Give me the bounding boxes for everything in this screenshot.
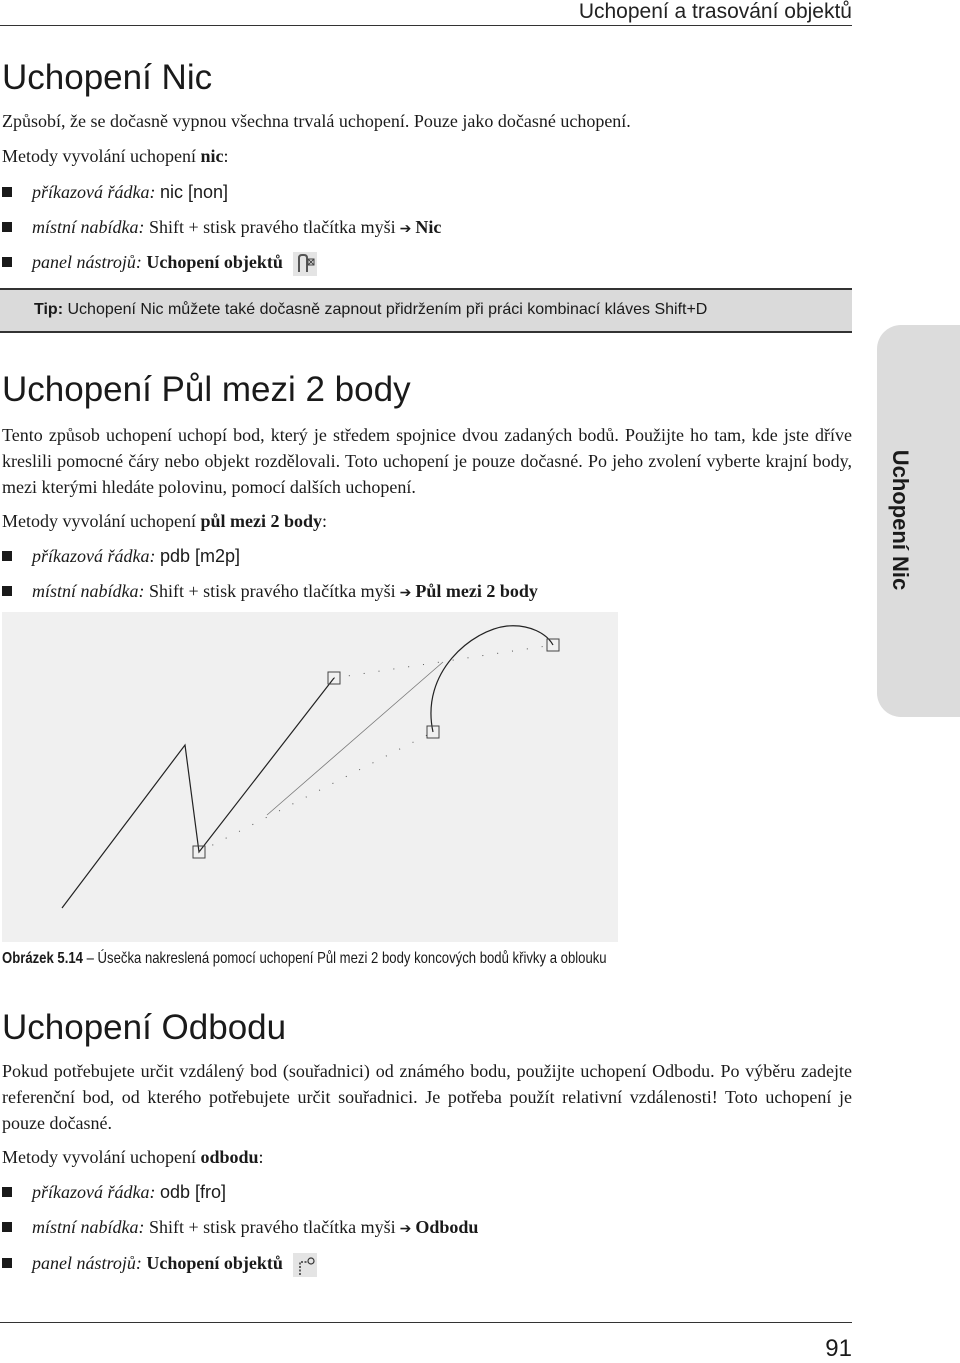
methods-keyword: půl mezi 2 body [200, 511, 322, 531]
bullet-square-icon [2, 1187, 12, 1197]
snap-from-icon [293, 1253, 317, 1277]
section-title-midpoint: Uchopení Půl mezi 2 body [2, 370, 411, 409]
tip-label: Tip: [34, 301, 64, 318]
section3-paragraph: Pokud potřebujete určit vzdálený bod (souřadnici) od známého bodu, použijte uchopení Odbodu. Po výběru zadejte referenční bod, od kterého potřebujete určit souřadnici. Je potřeba použít relativní vzdálenosti! Toto uchopení je pouze dočasné. [2, 1061, 852, 1133]
bullet-label: místní nabídka: [32, 217, 145, 237]
section3-methods [2, 1144, 852, 1170]
caption-number: Obrázek 5.14 [2, 950, 83, 967]
caption-text: Úsečka nakreslená pomocí uchopení Půl mezi 2 body koncových bodů křivky a oblouku [97, 950, 607, 967]
bullet-context-menu [2, 215, 441, 242]
bullet-command: pdb [m2p] [159, 546, 241, 566]
tip-body: Uchopení Nic můžete také dočasně zapnout přidržením při práci kombinací kláves Shift+D [67, 301, 708, 318]
bullet-square-icon [2, 551, 12, 561]
bullet-square-icon [2, 586, 12, 596]
arrow-right-icon: ➔ [399, 586, 412, 601]
methods-keyword: nic [200, 146, 224, 166]
tip-text [34, 299, 707, 321]
figure-midpoint-drawing [2, 612, 618, 942]
bullet-command: odb [fro] [159, 1182, 227, 1202]
bullet-command-line [2, 1180, 226, 1204]
bullet-label: místní nabídka: [32, 1217, 145, 1237]
methods-suffix: : [322, 511, 328, 531]
snap-none-icon [293, 252, 317, 276]
bullet-context-menu [2, 1215, 478, 1242]
bullet-label: místní nabídka: [32, 581, 145, 601]
bullet-square-icon [2, 1222, 12, 1232]
figure-background [2, 612, 618, 942]
bullet-command-line [2, 180, 228, 204]
bullet-label: příkazová řádka: [32, 182, 156, 202]
header-rule [0, 25, 852, 26]
bullet-value: Shift + stisk pravého tlačítka myši [149, 217, 396, 237]
figure-drawing [2, 612, 618, 942]
bullet-label: panel nástrojů: [32, 1253, 142, 1273]
section2-paragraph: Tento způsob uchopení uchopí bod, který je středem spojnice dvou zadaných bodů. Použijte ho tam, kde jste dříve kreslili pomocné čáry nebo objekt rozdělovali. Toto uchopení je pouze dočasné. Po jeho zvolení vyberte krajní body, mezi kterými hledáte polovinu, pomocí dalších uchopení. [2, 425, 852, 497]
tip-rule-top [0, 288, 852, 290]
bullet-square-icon [2, 222, 12, 232]
running-header: Uchopení a trasování objektů [578, 0, 852, 23]
bullet-target: Uchopení objektů [146, 1253, 283, 1273]
bullet-label: panel nástrojů: [32, 252, 142, 272]
figure-caption [2, 948, 607, 970]
section-title-nic: Uchopení Nic [2, 58, 213, 97]
methods-prefix: Metody vyvolání uchopení [2, 1147, 201, 1167]
bullet-command-line [2, 544, 240, 568]
bullet-label: příkazová řádka: [32, 546, 156, 566]
caption-dash: – [82, 950, 98, 967]
arrow-right-icon: ➔ [399, 222, 412, 237]
bullet-square-icon [2, 257, 12, 267]
bullet-toolbar [2, 1251, 317, 1277]
bullet-target: Uchopení objektů [146, 252, 283, 272]
side-tab-label: Uchopení Nic [888, 449, 913, 591]
page-number: 91 [825, 1335, 852, 1362]
section-title-from: Uchopení Odbodu [2, 1008, 287, 1047]
bullet-value: Shift + stisk pravého tlačítka myši [149, 1217, 396, 1237]
bullet-toolbar [2, 250, 317, 276]
tip-rule-bottom [0, 331, 852, 333]
methods-suffix: : [223, 146, 229, 166]
methods-prefix: Metody vyvolání uchopení [2, 511, 201, 531]
bullet-command: nic [non] [159, 182, 229, 202]
bullet-square-icon [2, 187, 12, 197]
bullet-square-icon [2, 1258, 12, 1268]
methods-suffix: : [258, 1147, 264, 1167]
bullet-label: příkazová řádka: [32, 1182, 156, 1202]
methods-prefix: Metody vyvolání uchopení [2, 146, 201, 166]
bullet-value: Shift + stisk pravého tlačítka myši [149, 581, 396, 601]
bullet-target: Půl mezi 2 body [415, 581, 538, 601]
section2-methods [2, 508, 852, 534]
bullet-context-menu [2, 579, 538, 606]
methods-keyword: odbodu [200, 1147, 259, 1167]
section1-methods [2, 143, 852, 169]
bullet-target: Odbodu [415, 1217, 479, 1237]
bullet-target: Nic [415, 217, 442, 237]
section1-paragraph: Způsobí, že se dočasně vypnou všechna trvalá uchopení. Pouze jako dočasné uchopení. [2, 111, 631, 131]
footer-rule [0, 1322, 852, 1323]
arrow-right-icon: ➔ [399, 1222, 412, 1237]
